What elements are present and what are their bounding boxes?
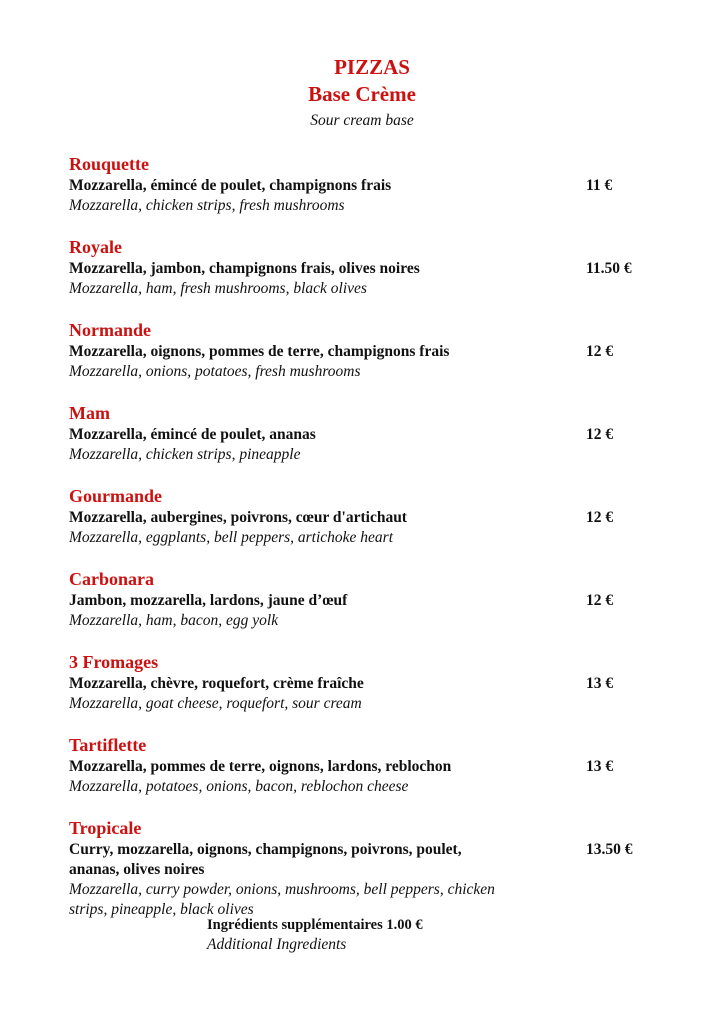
pizza-price: 13.50 € [586, 841, 633, 858]
pizza-ingredients-fr: Mozzarella, jambon, champignons frais, olives noires [69, 260, 420, 277]
pizza-ingredients-fr: Mozzarella, oignons, pommes de terre, champignons frais [69, 343, 450, 360]
menu-item [69, 484, 659, 548]
section-subtitle-en: Sour cream base [310, 112, 414, 129]
pizza-price: 12 € [586, 509, 614, 526]
pizza-ingredients-en: Mozzarella, ham, fresh mushrooms, black olives [69, 280, 367, 297]
pizza-name: Carbonara [69, 569, 154, 589]
menu-item [69, 235, 659, 299]
pizza-ingredients-fr: Curry, mozzarella, oignons, champignons, poivrons, poulet, ananas, olives noires [69, 841, 462, 878]
pizza-ingredients-fr: Mozzarella, émincé de poulet, champignons frais [69, 177, 392, 194]
pizza-price: 11.50 € [586, 260, 632, 277]
pizza-name: Gourmande [69, 486, 163, 506]
menu-header [0, 54, 724, 131]
pizza-ingredients-fr: Jambon, mozzarella, lardons, jaune d’œuf [69, 592, 348, 609]
pizza-name: Tartiflette [69, 735, 147, 755]
extra-ingredients-fr: Ingrédients supplémentaires 1.00 € [207, 917, 423, 933]
pizza-price: 12 € [586, 426, 614, 443]
section-title: Base Crème [308, 82, 416, 106]
menu-item [69, 401, 659, 465]
extra-ingredients-en: Additional Ingredients [207, 936, 347, 953]
pizza-ingredients-en: Mozzarella, curry powder, onions, mushrooms, bell peppers, chicken strips, pineapple, black olives [69, 881, 495, 918]
menu-item [69, 733, 659, 797]
pizza-price: 12 € [586, 343, 614, 360]
menu-item [69, 816, 659, 920]
pizza-ingredients-en: Mozzarella, ham, bacon, egg yolk [69, 612, 279, 629]
menu-item [69, 318, 659, 382]
pizza-price: 13 € [586, 675, 614, 692]
pizza-price: 12 € [586, 592, 614, 609]
pizza-name: Royale [69, 237, 122, 257]
pizza-ingredients-en: Mozzarella, chicken strips, pineapple [69, 446, 301, 463]
menu-item [69, 152, 659, 216]
pizza-ingredients-en: Mozzarella, eggplants, bell peppers, artichoke heart [69, 529, 394, 546]
menu-footer [207, 915, 423, 955]
pizza-ingredients-fr: Mozzarella, émincé de poulet, ananas [69, 426, 316, 443]
pizza-price: 13 € [586, 758, 614, 775]
pizza-ingredients-fr: Mozzarella, aubergines, poivrons, cœur d'artichaut [69, 509, 407, 526]
menu-item [69, 567, 659, 631]
menu-item [69, 650, 659, 714]
pizza-ingredients-fr: Mozzarella, pommes de terre, oignons, lardons, reblochon [69, 758, 452, 775]
pizza-price: 11 € [586, 177, 613, 194]
pizza-name: Rouquette [69, 154, 149, 174]
pizza-ingredients-en: Mozzarella, goat cheese, roquefort, sour cream [69, 695, 362, 712]
pizza-ingredients-en: Mozzarella, chicken strips, fresh mushrooms [69, 197, 345, 214]
pizza-name: 3 Fromages [69, 652, 159, 672]
pizza-name: Normande [69, 320, 151, 340]
pizza-ingredients-fr: Mozzarella, chèvre, roquefort, crème fraîche [69, 675, 364, 692]
pizza-name: Mam [69, 403, 110, 423]
pizza-ingredients-en: Mozzarella, potatoes, onions, bacon, reblochon cheese [69, 778, 409, 795]
page-title: PIZZAS [334, 55, 410, 79]
pizza-ingredients-en: Mozzarella, onions, potatoes, fresh mushrooms [69, 363, 361, 380]
pizza-menu-list [69, 152, 659, 939]
pizza-name: Tropicale [69, 818, 142, 838]
